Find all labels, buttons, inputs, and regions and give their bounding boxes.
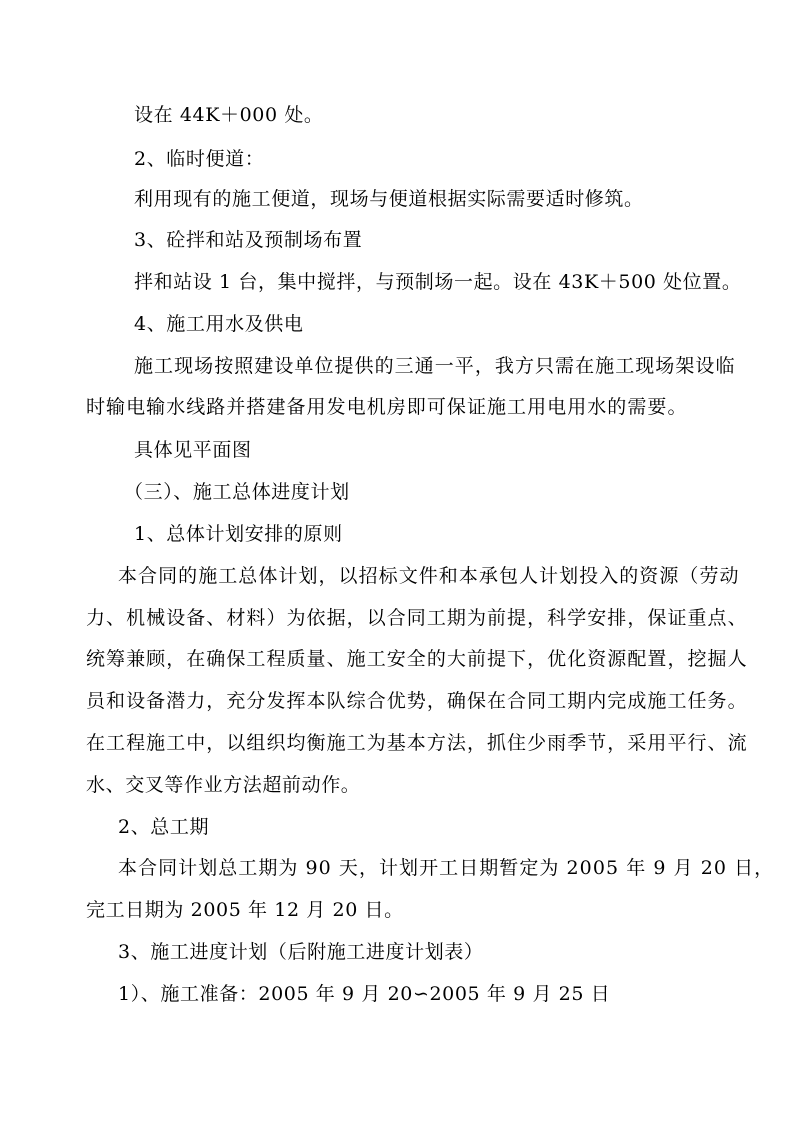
paragraph-line-9: 具体见平面图 [134, 439, 252, 461]
heading-water-power: 4、施工用水及供电 [134, 313, 304, 335]
paragraph-line-1: 设在 44K＋000 处。 [134, 104, 324, 126]
heading-total-duration: 2、总工期 [118, 816, 210, 838]
paragraph-line-14: 统筹兼顾，在确保工程质量、施工安全的大前提下，优化资源配置，挖掘人 [86, 648, 748, 670]
paragraph-line-16: 在工程施工中，以组织均衡施工为基本方法，抓住少雨季节，采用平行、流 [86, 732, 748, 754]
paragraph-line-20: 完工日期为 2005 年 12 月 20 日。 [86, 899, 404, 921]
paragraph-line-8: 时输电输水线路并搭建备用发电机房即可保证施工用电用水的需要。 [86, 396, 688, 418]
heading-progress-plan: 3、施工进度计划（后附施工进度计划表） [118, 941, 484, 963]
paragraph-line-19: 本合同计划总工期为 90 天，计划开工日期暂定为 2005 年 9 月 20 日， [118, 857, 775, 879]
paragraph-line-5: 拌和站设 1 台，集中搅拌，与预制场一起。设在 43K＋500 处位置。 [134, 271, 742, 293]
paragraph-line-22: 1）、施工准备：2005 年 9 月 20∽2005 年 9 月 25 日 [118, 983, 611, 1005]
paragraph-line-15: 员和设备潜力，充分发挥本队综合优势，确保在合同工期内完成施工任务。 [86, 690, 748, 712]
paragraph-line-13: 力、机械设备、材料）为依据，以合同工期为前提，科学安排，保证重点、 [86, 607, 748, 629]
paragraph-line-7: 施工现场按照建设单位提供的三通一平，我方只需在施工现场架设临 [134, 355, 736, 377]
paragraph-line-12: 本合同的施工总体计划，以招标文件和本承包人计划投入的资源（劳动 [118, 565, 740, 587]
heading-temporary-road: 2、临时便道： [134, 148, 265, 170]
paragraph-line-3: 利用现有的施工便道，现场与便道根据实际需要适时修筑。 [134, 188, 644, 210]
heading-mixing-station: 3、砼拌和站及预制场布置 [134, 229, 363, 251]
paragraph-line-17: 水、交叉等作业方法超前动作。 [86, 774, 361, 796]
section-heading-schedule: （三）、施工总体进度计划 [124, 481, 350, 503]
heading-planning-principles: 1、总体计划安排的原则 [134, 523, 343, 545]
